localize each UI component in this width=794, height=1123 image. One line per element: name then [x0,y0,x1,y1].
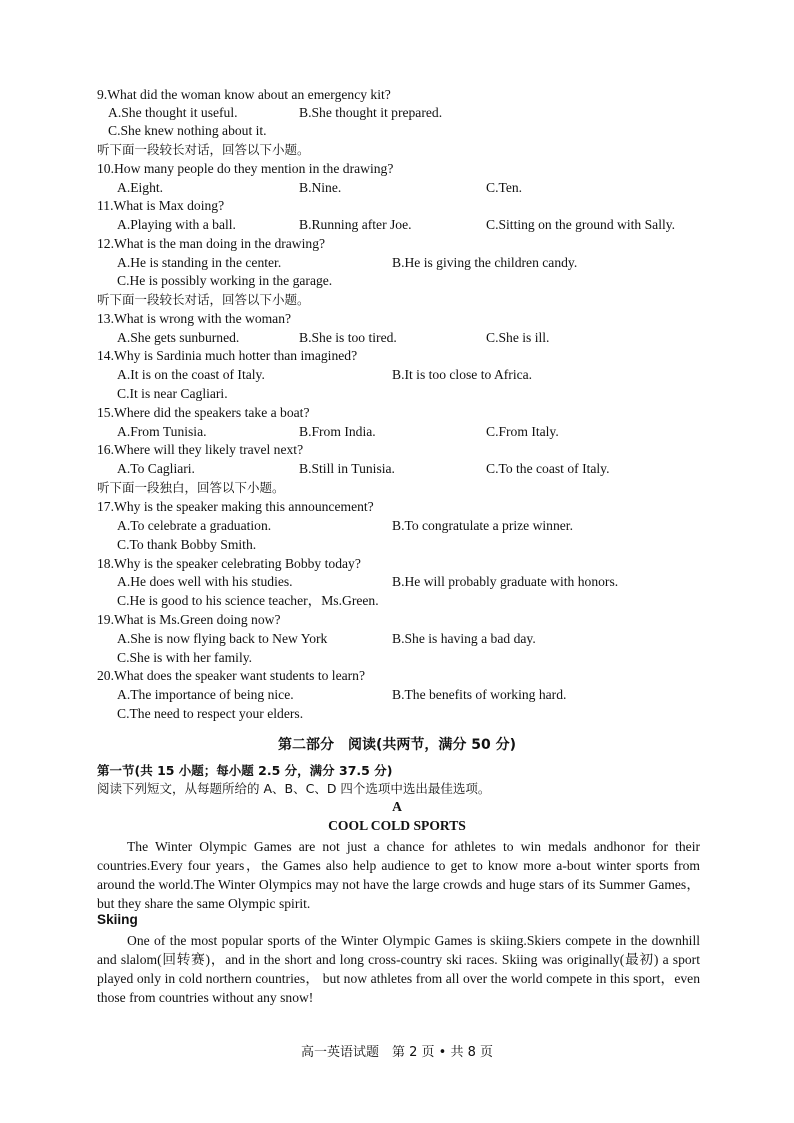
q19-option-c: C.She is with her family. [117,650,253,665]
passage-title: COOL COLD SPORTS [328,818,466,833]
q12-option-c: C.He is possibly working in the garage. [117,273,333,288]
q10-option-b: B.Nine. [299,180,342,195]
q11-option-b: B.Running after Joe. [299,217,412,232]
q11-option-a: A.Playing with a ball. [117,217,236,232]
q12-option-b: B.He is giving the children candy. [392,255,578,270]
q9-option-a: A.She thought it useful. [108,105,238,120]
listening-note-3: 听下面一段独白，回答以下小题。 [97,480,285,495]
q9-option-c: C.She knew nothing about it. [108,123,267,138]
question-11: 11.What is Max doing? [97,198,225,213]
q15-option-a: A.From Tunisia. [117,424,207,439]
q16-option-a: A.To Cagliari. [117,461,195,476]
question-13: 13.What is wrong with the woman? [97,311,292,326]
q15-option-c: C.From Italy. [486,424,559,439]
q13-option-b: B.She is too tired. [299,330,397,345]
question-12: 12.What is the man doing in the drawing? [97,236,326,251]
q19-option-a: A.She is now flying back to New York [117,631,328,646]
passage-intro-text: The Winter Olympic Games are not just a chance for athletes to win medals andhonor for their countries.Every four years，the Games also help audience to get to know more a-bout winter sports from around the world.The Winter Olympics may not have the large crowds and huge stars of its Summer Games，but they share the same Olympic spirit. [97,839,700,911]
q17-option-a: A.To celebrate a graduation. [117,518,272,533]
q10-option-c: C.Ten. [486,180,523,195]
skiing-paragraph [97,931,700,1007]
q9-option-b: B.She thought it prepared. [299,105,443,120]
q16-option-b: B.Still in Tunisia. [299,461,395,476]
question-20: 20.What does the speaker want students to learn? [97,668,366,683]
q20-option-a: A.The importance of being nice. [117,687,294,702]
passage-intro [97,837,700,913]
q20-option-b: B.The benefits of working hard. [392,687,567,702]
q18-option-b: B.He will probably graduate with honors. [392,574,619,589]
question-19: 19.What is Ms.Green doing now? [97,612,281,627]
listening-note-2: 听下面一段较长对话，回答以下小题。 [97,292,310,307]
q14-option-c: C.It is near Cagliari. [117,386,228,401]
listening-note-1: 听下面一段较长对话，回答以下小题。 [97,142,310,157]
q19-option-b: B.She is having a bad day. [392,631,536,646]
page-footer: 高一英语试题 第 2 页 • 共 8 页 [300,1045,493,1060]
section1-instruction: 阅读下列短文，从每题所给的 A、B、C、D 四个选项中选出最佳选项。 [97,781,491,796]
q18-option-c: C.He is good to his science teacher，Ms.Green. [117,593,379,608]
q14-option-b: B.It is too close to Africa. [392,367,533,382]
question-10: 10.How many people do they mention in the drawing? [97,161,394,176]
q17-option-c: C.To thank Bobby Smith. [117,537,257,552]
q12-option-a: A.He is standing in the center. [117,255,282,270]
question-14: 14.Why is Sardinia much hotter than imagined? [97,348,358,363]
q13-option-a: A.She gets sunburned. [117,330,240,345]
q14-option-a: A.It is on the coast of Italy. [117,367,265,382]
question-15: 15.Where did the speakers take a boat? [97,405,310,420]
question-17: 17.Why is the speaker making this announcement? [97,499,374,514]
question-9: 9.What did the woman know about an emergency kit? [97,87,391,102]
q13-option-c: C.She is ill. [486,330,550,345]
question-18: 18.Why is the speaker celebrating Bobby today? [97,556,361,571]
section1-title: 第一节(共 15 小题；每小题 2.5 分，满分 37.5 分) [97,763,393,778]
q16-option-c: C.To the coast of Italy. [486,461,610,476]
passage-letter: A [392,799,402,814]
skiing-text: One of the most popular sports of the Winter Olympic Games is skiing.Skiers compete in the downhill and slalom(回转赛)，and in the short and long cross-country ski races. Skiing was originally(最初) a sport played only in cold northern countries， but now athletes from all over the world compete in this sport，even those from countries without any snow! [97,933,700,1005]
question-16: 16.Where will they likely travel next? [97,442,304,457]
q18-option-a: A.He does well with his studies. [117,574,293,589]
q20-option-c: C.The need to respect your elders. [117,706,304,721]
q15-option-b: B.From India. [299,424,376,439]
q10-option-a: A.Eight. [117,180,164,195]
part2-title: 第二部分 阅读(共两节，满分 50 分) [277,737,517,753]
skiing-heading: Skiing [97,912,138,927]
q11-option-c: C.Sitting on the ground with Sally. [486,217,676,232]
q17-option-b: B.To congratulate a prize winner. [392,518,573,533]
